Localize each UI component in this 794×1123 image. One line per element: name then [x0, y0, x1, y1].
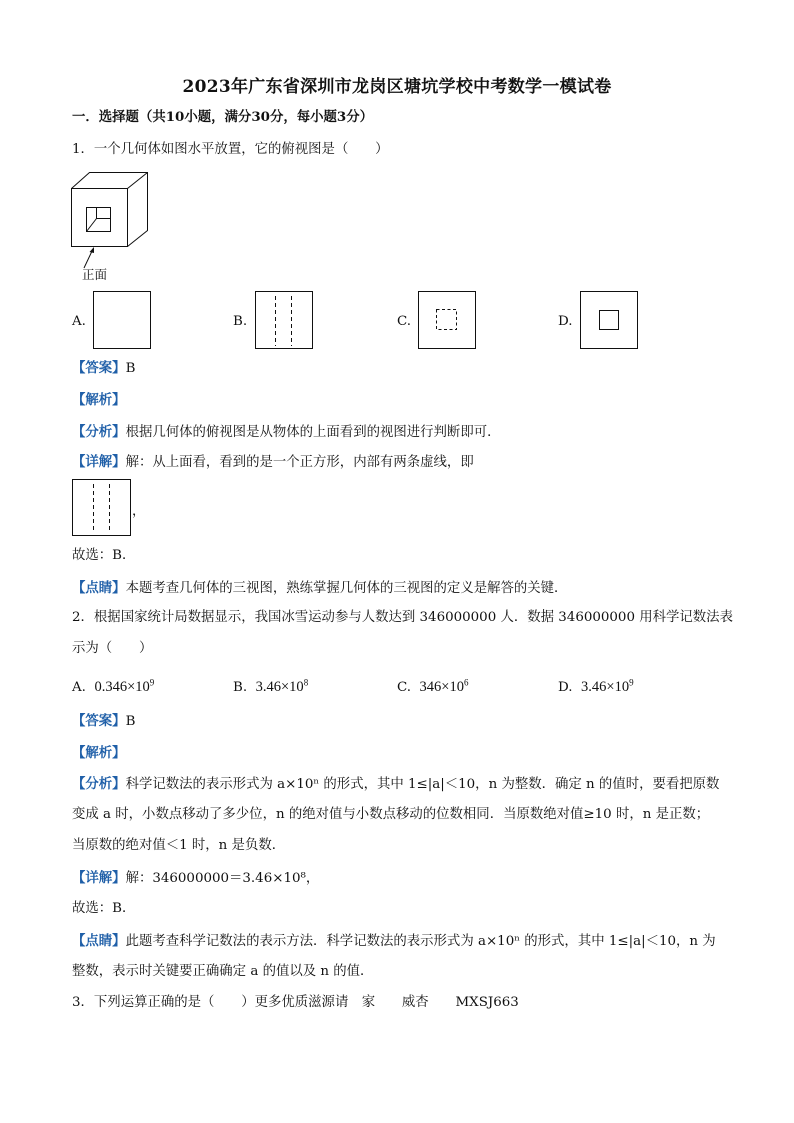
xiangjie-text: 解：从上面看，看到的是一个正方形，内部有两条虚线，即	[125, 455, 474, 470]
q2-option-label: A.	[72, 680, 86, 695]
q1-fenxi	[72, 423, 501, 442]
q2-answer	[72, 712, 135, 731]
fenxi-tag: 【分析】	[72, 776, 126, 792]
jiexi-tag: 【解析】	[72, 745, 126, 761]
option-c-label: C.	[397, 314, 412, 329]
q1-answer	[72, 359, 135, 378]
q2-stem-line1: 2．根据国家统计局数据显示，我国冰雪运动参与人数达到 346000000 人．数据 346000000 用科学记数法表	[72, 610, 733, 625]
q2-option-exp: 9	[149, 677, 155, 688]
q1-xiangjie	[72, 453, 474, 472]
q2-option-value: 346×10	[419, 679, 464, 695]
section-heading: 一．选择题（共10小题，满分30分，每小题3分）	[72, 109, 374, 125]
xiangjie-tag: 【详解】	[72, 454, 126, 470]
front-label: 正面	[82, 267, 108, 282]
option-a-figure	[93, 291, 153, 351]
option-a-label: A.	[72, 314, 86, 329]
q2-fenxi-line2: 变成 a 时，小数点移动了多少位，n 的绝对值与小数点移动的位数相同．当原数绝对值≥10 时，n 是正数；	[72, 807, 710, 822]
q1-stem: 1．一个几何体如图水平放置，它的俯视图是（ ）	[72, 142, 389, 157]
option-b-label: B.	[233, 314, 248, 329]
q1-guxuan: 故选：B．	[72, 548, 136, 563]
q3-stem: 3．下列运算正确的是（ ）更多优质滋源请 家 威杏 MXSJ663	[72, 995, 519, 1010]
jiexi-tag: 【解析】	[72, 392, 126, 408]
q2-option-label: B.	[233, 680, 248, 695]
q1-dianjing	[72, 579, 567, 598]
q2-guxuan: 故选：B．	[72, 901, 136, 916]
cube-figure	[70, 170, 160, 250]
option-d-label: D.	[558, 314, 573, 329]
xiangjie-tag: 【详解】	[72, 870, 126, 886]
answer-tag: 【答案】	[72, 360, 126, 376]
q2-option-value: 3.46×10	[255, 679, 304, 695]
detail-comma: ，	[132, 504, 146, 519]
dianjing-tag: 【点睛】	[72, 580, 126, 596]
option-b-figure	[255, 291, 315, 351]
option-c-figure	[418, 291, 478, 351]
q2-option-label: D.	[558, 680, 573, 695]
q2-option-d	[558, 678, 634, 697]
answer-value: B	[125, 361, 136, 376]
detail-figure	[72, 479, 134, 539]
q2-fenxi-line1	[72, 775, 719, 794]
dianjing-tag: 【点睛】	[72, 933, 126, 949]
q2-option-b	[233, 678, 308, 697]
xiangjie-text: 解：346000000＝3.46×10⁸，	[125, 871, 320, 886]
dianjing-text: 本题考查几何体的三视图，熟练掌握几何体的三视图的定义是解答的关键．	[125, 581, 568, 596]
fenxi-text: 科学记数法的表示形式为 a×10ⁿ 的形式，其中 1≤|a|＜10，n 为整数．确定 n 的值时，要看把原数	[125, 777, 720, 792]
q2-option-label: C.	[397, 680, 412, 695]
fenxi-text: 根据几何体的俯视图是从物体的上面看到的视图进行判断即可．	[125, 425, 501, 440]
q2-option-value: 3.46×10	[581, 679, 630, 695]
q2-option-exp: 8	[303, 677, 309, 688]
dianjing-text: 此题考查科学记数法的表示方法．科学记数法的表示形式为 a×10ⁿ 的形式，其中 1≤|a|＜10，n 为	[125, 934, 716, 949]
q2-fenxi-line3: 当原数的绝对值＜1 时，n 是负数．	[72, 838, 286, 853]
q2-xiangjie	[72, 869, 319, 888]
q2-dianjing-line2: 整数，表示时关键要正确确定 a 的值以及 n 的值．	[72, 964, 374, 979]
answer-value: B	[125, 714, 136, 729]
q2-option-c	[397, 678, 468, 697]
option-d-figure	[580, 291, 640, 351]
page-title: 2023年广东省深圳市龙岗区塘坑学校中考数学一模试卷	[182, 77, 612, 97]
answer-tag: 【答案】	[72, 713, 126, 729]
q2-stem-line2: 示为（ ）	[72, 641, 153, 656]
fenxi-tag: 【分析】	[72, 424, 126, 440]
q2-option-a	[72, 678, 154, 697]
q2-dianjing-line1	[72, 932, 716, 951]
q2-option-value: 0.346×10	[94, 679, 150, 695]
q2-option-exp: 9	[629, 677, 634, 688]
q2-option-exp: 6	[463, 677, 469, 688]
